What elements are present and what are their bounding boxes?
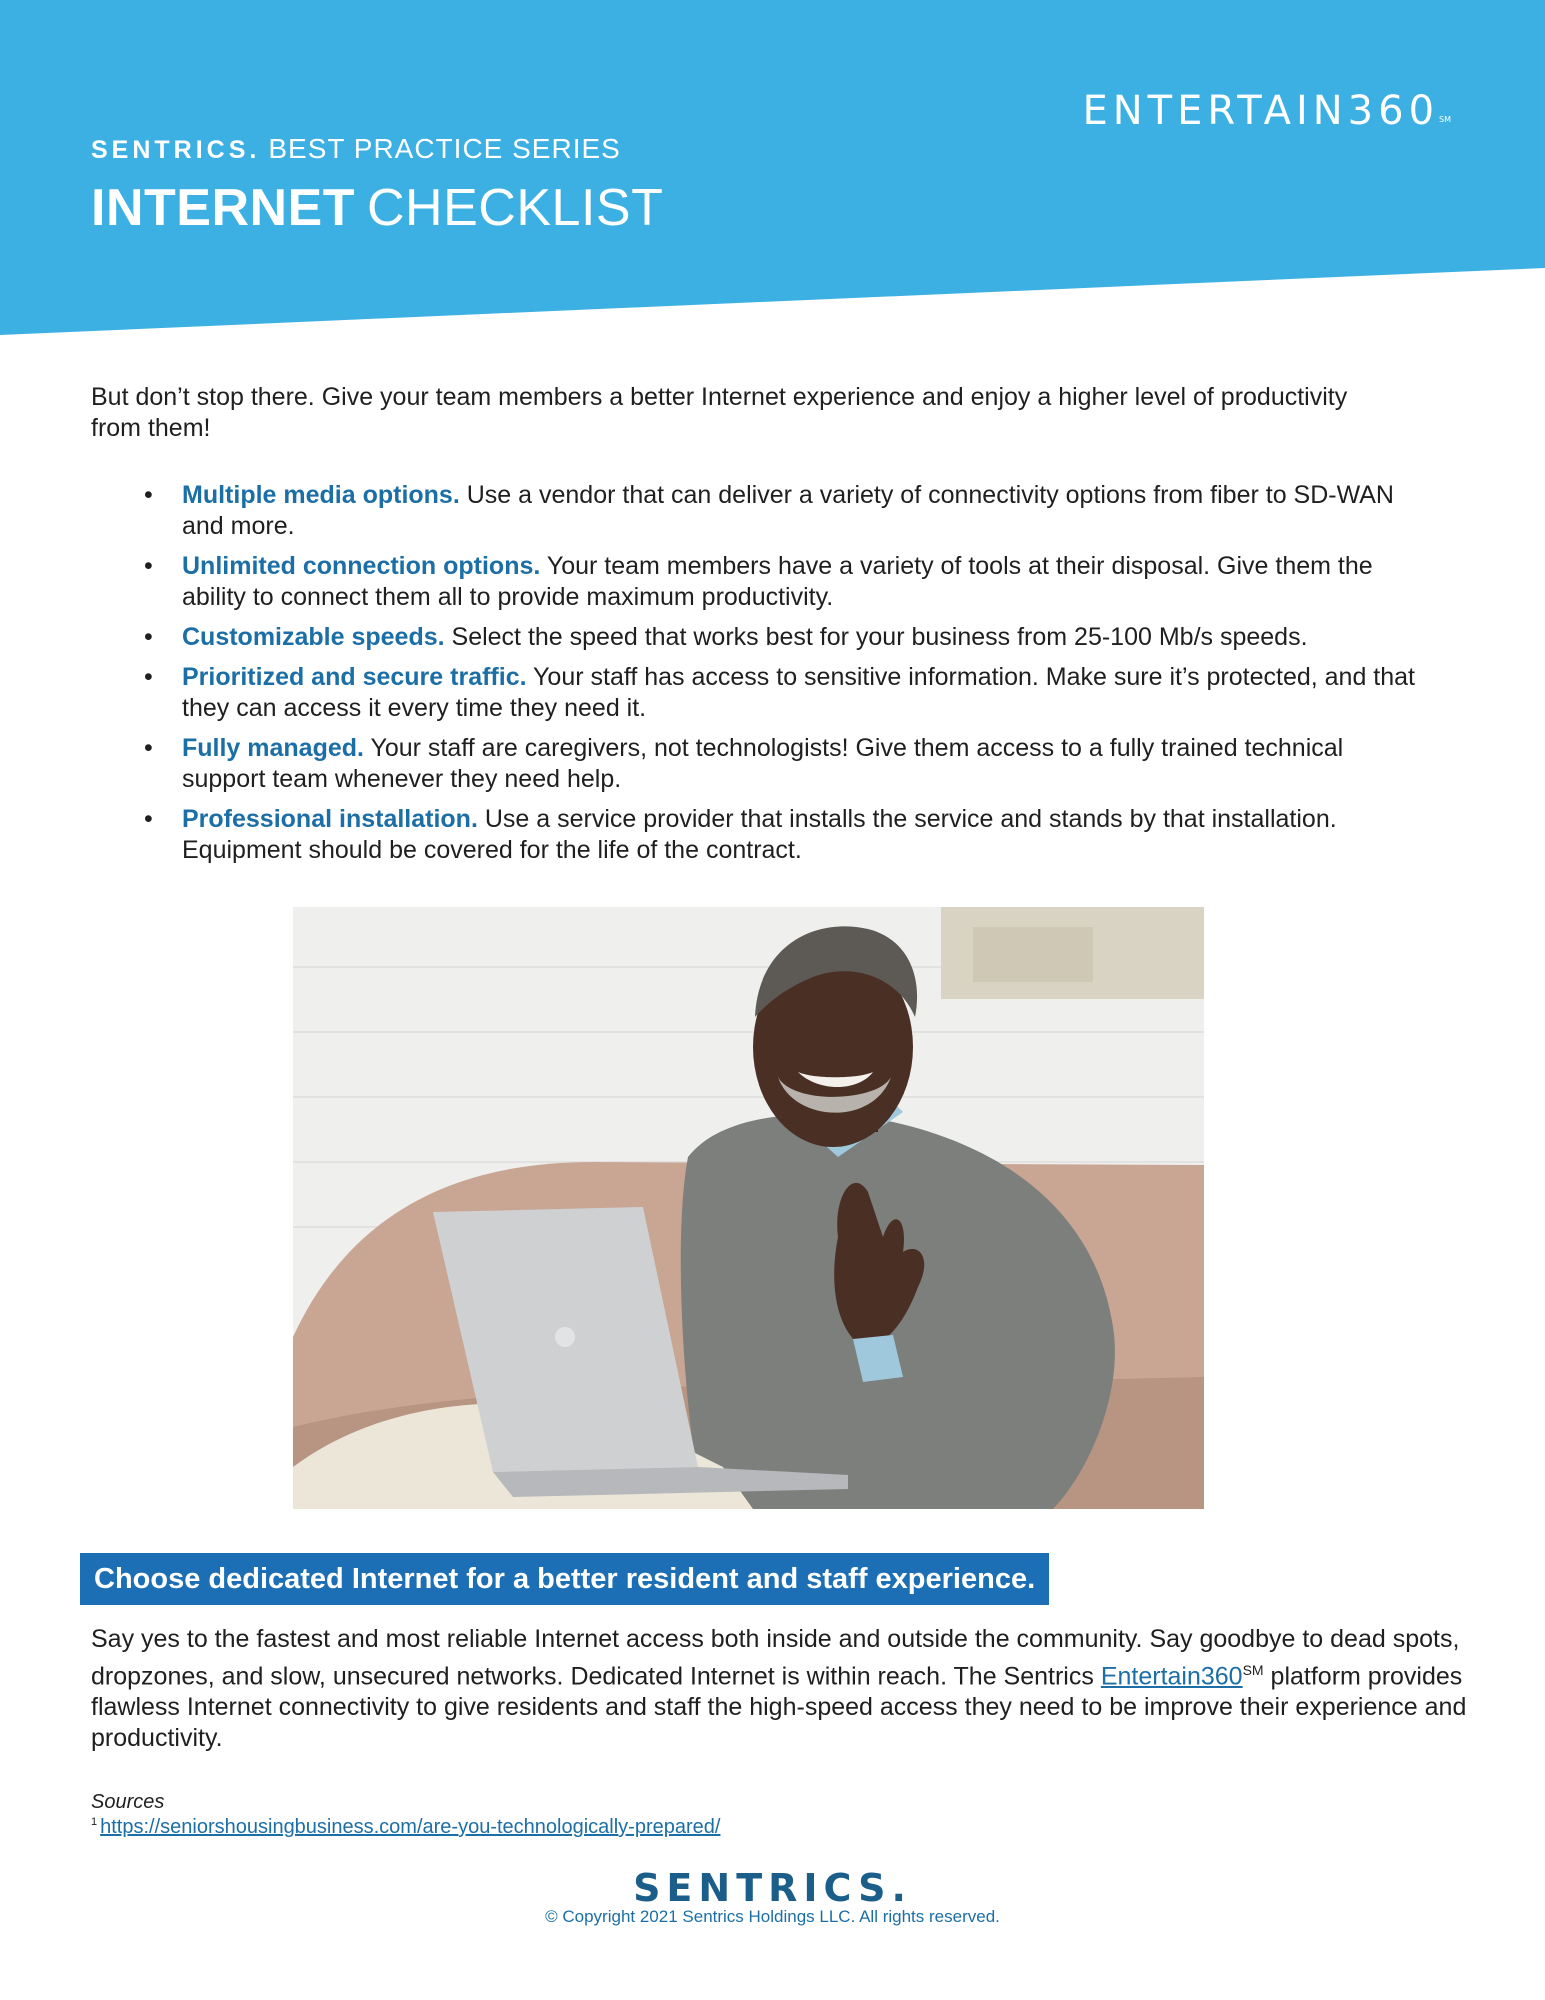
photo-wall-art-detail [973,927,1093,982]
page-title-bold: INTERNET [91,179,355,237]
copyright-notice: © Copyright 2021 Sentrics Holdings LLC. All rights reserved. [545,1907,1000,1926]
checklist-item [140,662,1430,724]
entertain360-logo [1082,88,1451,134]
page-title-light: CHECKLIST [367,179,664,237]
sentrics-series-brand: SENTRICS. [91,136,261,164]
entertain360-logo-text: ENTERTAIN360 [1082,88,1440,134]
checklist-item-lead: Fully managed. [182,734,364,762]
checklist-item-lead: Multiple media options. [182,481,460,509]
source-link[interactable]: https://seniorshousingbusiness.com/are-you-technologically-prepared/ [100,1816,721,1838]
photo-man-waving-at-laptop [293,907,1204,1509]
bullet-icon: • [144,805,153,833]
header-band [0,0,1545,340]
checklist [140,480,1430,875]
checklist-item-text: Use a service provider that installs the service and stands by that installation. Equipment should be covered for the life of the contract. [182,805,1337,864]
sentrics-footer-logo: SENTRICS. [633,1866,912,1910]
sources-label: Sources [91,1791,165,1813]
bullet-icon: • [144,552,153,580]
intro-paragraph: But don’t stop there. Give your team members a better Internet experience and enjoy a higher level of productivity from them! [91,383,1348,442]
bullet-icon: • [144,663,153,691]
checklist-item-text: Your staff are caregivers, not technologists! Give them access to a fully trained technical support team whenever they need help. [182,734,1344,793]
checklist-item [140,804,1430,866]
series-label: BEST PRACTICE SERIES [268,133,621,164]
entertain360-logo-mark: SM [1439,115,1451,124]
checklist-item [140,733,1430,795]
cta-body-paragraph [91,1624,1471,1754]
checklist-item-text: Use a vendor that can deliver a variety of connectivity options from fiber to SD-WAN and more. [182,481,1394,540]
checklist-item-text: Your team members have a variety of tools at their disposal. Give them the ability to connect them all to provide maximum productivity. [182,552,1373,611]
cta-body-before: Say yes to the fastest and most reliable Internet access both inside and outside the community. Say goodbye to dead spots, dropzones, and slow, unsecured networks. Dedicated Internet is within reach. The Sentrics [91,1625,1460,1691]
checklist-item-lead: Unlimited connection options. [182,552,541,580]
checklist-item-lead: Prioritized and secure traffic. [182,663,527,691]
checklist-item-text: Your staff has access to sensitive information. Make sure it’s protected, and that they can access it every time they need it. [182,663,1415,722]
bullet-icon: • [144,623,153,651]
header-band-shape [0,0,1545,335]
page-title [91,178,663,238]
checklist-item-lead: Professional installation. [182,805,478,833]
bullet-icon: • [144,734,153,762]
checklist-item-text: Select the speed that works best for your business from 25-100 Mb/s speeds. [444,623,1308,651]
photo-laptop-logo [555,1327,575,1347]
source-marker: 1 [91,1816,98,1828]
entertain360-link[interactable]: Entertain360 [1100,1662,1243,1691]
series-line [91,133,621,165]
source-item [91,1816,720,1839]
checklist-item-lead: Customizable speeds. [182,623,445,651]
checklist-item [140,551,1430,613]
checklist-item [140,480,1430,542]
entertain360-service-mark: SM [1242,1662,1264,1678]
checklist-item [140,622,1430,653]
cta-heading-bar: Choose dedicated Internet for a better resident and staff experience. [80,1553,1049,1605]
cta-body-after: platform provides flawless Internet connectivity to give residents and staff the high-speed access they need to be improve their experience and productivity. [91,1662,1467,1753]
bullet-icon: • [144,481,153,509]
